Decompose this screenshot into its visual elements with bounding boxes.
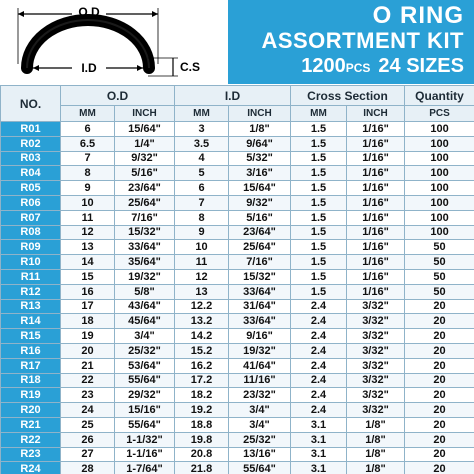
row-number: R10 xyxy=(1,255,61,270)
title-banner xyxy=(228,0,474,84)
cs-inch-cell: 3/32" xyxy=(347,403,405,418)
banner-count-unit: PCS xyxy=(345,61,371,75)
row-number: R23 xyxy=(1,447,61,462)
od-inch-cell: 45/64" xyxy=(115,314,175,329)
row-number: R22 xyxy=(1,432,61,447)
row-number: R02 xyxy=(1,136,61,151)
id-inch-cell: 31/64" xyxy=(229,299,291,314)
table-row xyxy=(1,314,474,329)
header-pcs: PCS xyxy=(405,106,474,122)
cs-mm-cell: 2.4 xyxy=(291,358,347,373)
od-mm-cell: 6.5 xyxy=(61,136,115,151)
od-inch-cell: 3/4" xyxy=(115,329,175,344)
od-inch-cell: 1-1/16" xyxy=(115,447,175,462)
table-row xyxy=(1,210,474,225)
id-mm-cell: 19.8 xyxy=(175,432,229,447)
header-od: O.D xyxy=(61,86,175,106)
od-mm-cell: 27 xyxy=(61,447,115,462)
id-inch-cell: 13/16" xyxy=(229,447,291,462)
od-mm-cell: 26 xyxy=(61,432,115,447)
header-id: I.D xyxy=(175,86,291,106)
cs-mm-cell: 1.5 xyxy=(291,225,347,240)
id-inch-cell: 1/8" xyxy=(229,122,291,137)
id-label: I.D xyxy=(81,61,97,75)
cs-inch-cell: 3/32" xyxy=(347,388,405,403)
id-arrow-left xyxy=(33,65,39,71)
table-row xyxy=(1,447,474,462)
header-cross-section: Cross Section xyxy=(291,86,405,106)
table-row xyxy=(1,255,474,270)
id-mm-cell: 18.2 xyxy=(175,388,229,403)
cs-inch-cell: 1/16" xyxy=(347,181,405,196)
cs-mm-cell: 2.4 xyxy=(291,314,347,329)
od-mm-cell: 14 xyxy=(61,255,115,270)
id-mm-cell: 8 xyxy=(175,210,229,225)
banner-title-line1: O RING xyxy=(372,2,464,29)
table-row xyxy=(1,358,474,373)
table-row xyxy=(1,284,474,299)
row-number: R19 xyxy=(1,388,61,403)
table-row xyxy=(1,343,474,358)
banner-count-line xyxy=(301,55,464,78)
row-number: R11 xyxy=(1,269,61,284)
cs-inch-cell: 1/16" xyxy=(347,136,405,151)
od-inch-cell: 33/64" xyxy=(115,240,175,255)
od-inch-cell: 43/64" xyxy=(115,299,175,314)
od-inch-cell: 15/32" xyxy=(115,225,175,240)
od-inch-cell: 15/64" xyxy=(115,122,175,137)
od-arrow-left xyxy=(18,11,24,17)
quantity-cell: 20 xyxy=(405,329,474,344)
cs-mm-cell: 1.5 xyxy=(291,151,347,166)
banner-count: 1200 xyxy=(301,55,346,77)
id-mm-cell: 18.8 xyxy=(175,417,229,432)
header-id-mm: MM xyxy=(175,106,229,122)
cs-inch-cell: 1/16" xyxy=(347,151,405,166)
cs-mm-cell: 1.5 xyxy=(291,210,347,225)
header xyxy=(0,0,474,84)
row-number: R17 xyxy=(1,358,61,373)
od-mm-cell: 13 xyxy=(61,240,115,255)
od-mm-cell: 12 xyxy=(61,225,115,240)
od-inch-cell: 35/64" xyxy=(115,255,175,270)
id-inch-cell: 19/32" xyxy=(229,343,291,358)
id-mm-cell: 10 xyxy=(175,240,229,255)
quantity-cell: 20 xyxy=(405,314,474,329)
id-inch-cell: 23/64" xyxy=(229,225,291,240)
quantity-cell: 100 xyxy=(405,181,474,196)
quantity-cell: 50 xyxy=(405,269,474,284)
quantity-cell: 20 xyxy=(405,447,474,462)
id-inch-cell: 3/4" xyxy=(229,417,291,432)
id-inch-cell: 41/64" xyxy=(229,358,291,373)
od-label: O.D xyxy=(78,5,100,19)
id-inch-cell: 9/32" xyxy=(229,195,291,210)
cs-inch-cell: 1/16" xyxy=(347,122,405,137)
id-inch-cell: 5/16" xyxy=(229,210,291,225)
row-number: R07 xyxy=(1,210,61,225)
table-row xyxy=(1,151,474,166)
od-arrow-right xyxy=(152,11,158,17)
id-mm-cell: 17.2 xyxy=(175,373,229,388)
cs-mm-cell: 3.1 xyxy=(291,432,347,447)
cs-inch-cell: 1/8" xyxy=(347,417,405,432)
id-mm-cell: 20.8 xyxy=(175,447,229,462)
id-mm-cell: 14.2 xyxy=(175,329,229,344)
id-mm-cell: 3 xyxy=(175,122,229,137)
cs-label: C.S xyxy=(180,60,201,74)
cs-inch-cell: 1/16" xyxy=(347,269,405,284)
id-inch-cell: 11/16" xyxy=(229,373,291,388)
id-mm-cell: 13.2 xyxy=(175,314,229,329)
table-row xyxy=(1,417,474,432)
banner-title-line2: ASSORTMENT KIT xyxy=(261,28,464,53)
cs-mm-cell: 1.5 xyxy=(291,136,347,151)
quantity-cell: 20 xyxy=(405,417,474,432)
id-inch-cell: 7/16" xyxy=(229,255,291,270)
row-number: R12 xyxy=(1,284,61,299)
id-mm-cell: 12 xyxy=(175,269,229,284)
od-mm-cell: 10 xyxy=(61,195,115,210)
cs-mm-cell: 1.5 xyxy=(291,284,347,299)
od-inch-cell: 1-1/32" xyxy=(115,432,175,447)
od-inch-cell: 29/32" xyxy=(115,388,175,403)
quantity-cell: 20 xyxy=(405,432,474,447)
table-row xyxy=(1,136,474,151)
table-row xyxy=(1,240,474,255)
od-mm-cell: 22 xyxy=(61,373,115,388)
quantity-cell: 20 xyxy=(405,299,474,314)
id-inch-cell: 9/16" xyxy=(229,329,291,344)
table-row xyxy=(1,181,474,196)
id-mm-cell: 12.2 xyxy=(175,299,229,314)
table-row xyxy=(1,166,474,181)
id-mm-cell: 9 xyxy=(175,225,229,240)
table-row xyxy=(1,122,474,137)
header-od-inch: INCH xyxy=(115,106,175,122)
cs-mm-cell: 3.1 xyxy=(291,447,347,462)
od-mm-cell: 6 xyxy=(61,122,115,137)
row-number: R08 xyxy=(1,225,61,240)
row-number: R05 xyxy=(1,181,61,196)
id-mm-cell: 19.2 xyxy=(175,403,229,418)
cs-mm-cell: 2.4 xyxy=(291,373,347,388)
cs-mm-cell: 2.4 xyxy=(291,343,347,358)
header-no: NO. xyxy=(1,86,61,122)
od-mm-cell: 21 xyxy=(61,358,115,373)
cs-mm-cell: 1.5 xyxy=(291,240,347,255)
row-number: R04 xyxy=(1,166,61,181)
row-number: R13 xyxy=(1,299,61,314)
id-mm-cell: 6 xyxy=(175,181,229,196)
id-mm-cell: 3.5 xyxy=(175,136,229,151)
quantity-cell: 100 xyxy=(405,122,474,137)
row-number: R24 xyxy=(1,462,61,474)
id-mm-cell: 5 xyxy=(175,166,229,181)
cs-inch-cell: 1/16" xyxy=(347,255,405,270)
quantity-cell: 50 xyxy=(405,255,474,270)
od-mm-cell: 19 xyxy=(61,329,115,344)
quantity-cell: 50 xyxy=(405,240,474,255)
quantity-cell: 100 xyxy=(405,151,474,166)
id-inch-cell: 25/64" xyxy=(229,240,291,255)
table-row xyxy=(1,432,474,447)
id-inch-cell: 15/32" xyxy=(229,269,291,284)
cs-inch-cell: 1/8" xyxy=(347,462,405,474)
id-mm-cell: 16.2 xyxy=(175,358,229,373)
od-inch-cell: 9/32" xyxy=(115,151,175,166)
banner-sizes: 24 SIZES xyxy=(378,55,464,77)
od-mm-cell: 28 xyxy=(61,462,115,474)
od-inch-cell: 5/16" xyxy=(115,166,175,181)
od-inch-cell: 25/64" xyxy=(115,195,175,210)
od-inch-cell: 25/32" xyxy=(115,343,175,358)
id-mm-cell: 21.8 xyxy=(175,462,229,474)
cs-inch-cell: 1/8" xyxy=(347,432,405,447)
od-inch-cell: 55/64" xyxy=(115,373,175,388)
cs-inch-cell: 1/8" xyxy=(347,447,405,462)
quantity-cell: 100 xyxy=(405,195,474,210)
id-mm-cell: 11 xyxy=(175,255,229,270)
table-row xyxy=(1,195,474,210)
header-cs-inch: INCH xyxy=(347,106,405,122)
cs-mm-cell: 1.5 xyxy=(291,166,347,181)
id-inch-cell: 33/64" xyxy=(229,284,291,299)
o-ring-diagram xyxy=(0,0,230,84)
cs-mm-cell: 3.1 xyxy=(291,417,347,432)
quantity-cell: 20 xyxy=(405,388,474,403)
quantity-cell: 20 xyxy=(405,403,474,418)
od-mm-cell: 17 xyxy=(61,299,115,314)
cs-mm-cell: 2.4 xyxy=(291,299,347,314)
table-body xyxy=(1,122,474,474)
cs-mm-cell: 1.5 xyxy=(291,181,347,196)
row-number: R03 xyxy=(1,151,61,166)
id-arrow-right xyxy=(137,65,143,71)
quantity-cell: 20 xyxy=(405,462,474,474)
cs-inch-cell: 1/16" xyxy=(347,166,405,181)
row-number: R21 xyxy=(1,417,61,432)
table-row xyxy=(1,462,474,474)
row-number: R20 xyxy=(1,403,61,418)
od-mm-cell: 18 xyxy=(61,314,115,329)
id-inch-cell: 3/16" xyxy=(229,166,291,181)
cs-inch-cell: 3/32" xyxy=(347,373,405,388)
id-mm-cell: 15.2 xyxy=(175,343,229,358)
cs-mm-cell: 2.4 xyxy=(291,388,347,403)
header-cs-mm: MM xyxy=(291,106,347,122)
id-inch-cell: 5/32" xyxy=(229,151,291,166)
od-mm-cell: 23 xyxy=(61,388,115,403)
header-quantity: Quantity xyxy=(405,86,474,106)
cs-mm-cell: 2.4 xyxy=(291,403,347,418)
id-inch-cell: 55/64" xyxy=(229,462,291,474)
id-mm-cell: 4 xyxy=(175,151,229,166)
cs-inch-cell: 3/32" xyxy=(347,314,405,329)
od-mm-cell: 7 xyxy=(61,151,115,166)
quantity-cell: 100 xyxy=(405,136,474,151)
quantity-cell: 100 xyxy=(405,210,474,225)
id-inch-cell: 9/64" xyxy=(229,136,291,151)
row-number: R06 xyxy=(1,195,61,210)
od-mm-cell: 20 xyxy=(61,343,115,358)
od-inch-cell: 5/8" xyxy=(115,284,175,299)
row-number: R09 xyxy=(1,240,61,255)
od-mm-cell: 15 xyxy=(61,269,115,284)
cs-inch-cell: 1/16" xyxy=(347,195,405,210)
cs-mm-cell: 1.5 xyxy=(291,122,347,137)
row-number: R15 xyxy=(1,329,61,344)
size-table xyxy=(0,85,474,474)
cs-mm-cell: 1.5 xyxy=(291,255,347,270)
cs-inch-cell: 1/16" xyxy=(347,225,405,240)
cs-mm-cell: 1.5 xyxy=(291,195,347,210)
table-row xyxy=(1,269,474,284)
od-mm-cell: 9 xyxy=(61,181,115,196)
od-inch-cell: 19/32" xyxy=(115,269,175,284)
cs-inch-cell: 1/16" xyxy=(347,284,405,299)
row-number: R16 xyxy=(1,343,61,358)
table-row xyxy=(1,225,474,240)
cs-mm-cell: 1.5 xyxy=(291,269,347,284)
table-row xyxy=(1,403,474,418)
od-inch-cell: 7/16" xyxy=(115,210,175,225)
id-inch-cell: 23/32" xyxy=(229,388,291,403)
table-row xyxy=(1,388,474,403)
header-od-mm: MM xyxy=(61,106,115,122)
table-row xyxy=(1,329,474,344)
od-mm-cell: 24 xyxy=(61,403,115,418)
cs-inch-cell: 3/32" xyxy=(347,329,405,344)
id-mm-cell: 13 xyxy=(175,284,229,299)
od-inch-cell: 15/16" xyxy=(115,403,175,418)
row-number: R18 xyxy=(1,373,61,388)
quantity-cell: 100 xyxy=(405,225,474,240)
od-inch-cell: 1/4" xyxy=(115,136,175,151)
id-inch-cell: 15/64" xyxy=(229,181,291,196)
row-number: R01 xyxy=(1,122,61,137)
od-inch-cell: 53/64" xyxy=(115,358,175,373)
cs-mm-cell: 2.4 xyxy=(291,329,347,344)
table-row xyxy=(1,299,474,314)
quantity-cell: 20 xyxy=(405,373,474,388)
cs-mm-cell: 3.1 xyxy=(291,462,347,474)
quantity-cell: 50 xyxy=(405,284,474,299)
id-inch-cell: 3/4" xyxy=(229,403,291,418)
id-inch-cell: 33/64" xyxy=(229,314,291,329)
quantity-cell: 20 xyxy=(405,358,474,373)
id-inch-cell: 25/32" xyxy=(229,432,291,447)
cs-inch-cell: 1/16" xyxy=(347,210,405,225)
od-mm-cell: 8 xyxy=(61,166,115,181)
od-mm-cell: 25 xyxy=(61,417,115,432)
od-mm-cell: 11 xyxy=(61,210,115,225)
header-id-inch: INCH xyxy=(229,106,291,122)
cs-inch-cell: 3/32" xyxy=(347,358,405,373)
cs-inch-cell: 1/16" xyxy=(347,240,405,255)
od-inch-cell: 23/64" xyxy=(115,181,175,196)
od-mm-cell: 16 xyxy=(61,284,115,299)
quantity-cell: 100 xyxy=(405,166,474,181)
quantity-cell: 20 xyxy=(405,343,474,358)
cs-inch-cell: 3/32" xyxy=(347,343,405,358)
id-mm-cell: 7 xyxy=(175,195,229,210)
row-number: R14 xyxy=(1,314,61,329)
od-inch-cell: 55/64" xyxy=(115,417,175,432)
od-inch-cell: 1-7/64" xyxy=(115,462,175,474)
table-row xyxy=(1,373,474,388)
cs-inch-cell: 3/32" xyxy=(347,299,405,314)
